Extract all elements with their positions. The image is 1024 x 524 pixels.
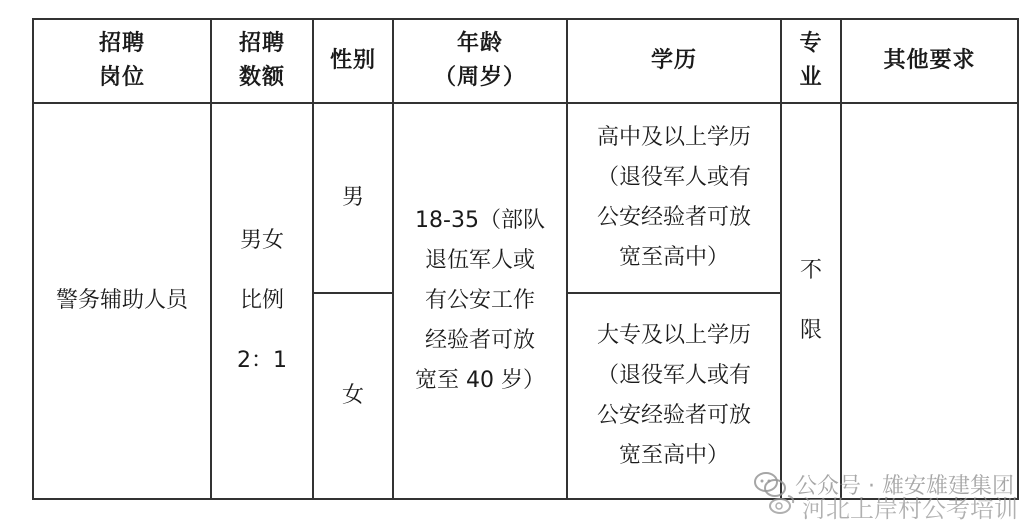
cell-other bbox=[841, 103, 1018, 499]
weibo-icon bbox=[768, 492, 796, 522]
table-row bbox=[33, 103, 1018, 293]
table-header-row bbox=[33, 19, 1018, 103]
cell-major: 不 限 bbox=[781, 103, 841, 499]
watermark-text-2: 河北上岸村公考培训 bbox=[802, 495, 1018, 523]
header-education: 学历 bbox=[567, 19, 781, 103]
cell-gender-female: 女 bbox=[313, 293, 393, 499]
header-position: 招聘 岗位 bbox=[33, 19, 211, 103]
cell-position: 警务辅助人员 bbox=[33, 103, 211, 499]
header-count: 招聘 数额 bbox=[211, 19, 313, 103]
header-gender: 性别 bbox=[313, 19, 393, 103]
header-major: 专 业 bbox=[781, 19, 841, 103]
cell-count: 男女 比例 2：1 bbox=[211, 103, 313, 499]
cell-age: 18-35（部队 退伍军人或 有公安工作 经验者可放 宽至 40 岁） bbox=[393, 103, 567, 499]
header-other: 其他要求 bbox=[841, 19, 1018, 103]
cell-gender-male: 男 bbox=[313, 103, 393, 293]
watermark-text: 公众号 · 雄安雄建集团 bbox=[795, 474, 1014, 499]
cell-education-female: 大专及以上学历 （退役军人或有 公安经验者可放 宽至高中） bbox=[567, 293, 781, 499]
header-age: 年龄 （周岁） bbox=[393, 19, 567, 103]
recruitment-table bbox=[32, 18, 1019, 500]
recruitment-table-container bbox=[32, 18, 1017, 498]
cell-education-male: 高中及以上学历 （退役军人或有 公安经验者可放 宽至高中） bbox=[567, 103, 781, 293]
watermark-weibo bbox=[768, 489, 1018, 524]
